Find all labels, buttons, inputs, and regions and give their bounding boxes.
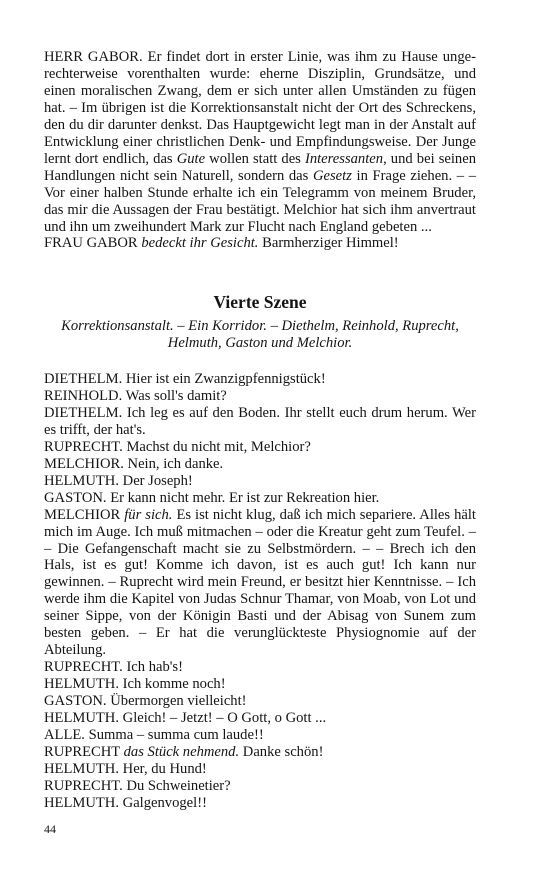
speech-text: Summa – summa cum laude!! — [84, 727, 264, 744]
speech-text: Nein, ich danke. — [123, 455, 224, 472]
speech-text: Er findet dort in erster Linie, was ihm zu Hause ungerechterweise vorenthalten wurde: eherne Disziplin, Grundsätze, und einen moralischen Zwang, dem er sich unter allen Umständen zu fügen hat. – Im übrigen ist die Korrektionsanstalt nicht der Ort des Schreckens, den du dir darunter denkst. Das Hauptgewicht legt man in der Anstalt auf Entwicklung einer christlichen Denk- und Empfindungsweise. Der Junge lernt dort endlich, das — [44, 49, 476, 167]
speaker-name: HERR GABOR. — [44, 49, 143, 65]
speaker-name: HELMUTH. — [44, 710, 119, 727]
emphasis: Gesetz — [312, 167, 352, 184]
dialogue-line — [44, 795, 476, 812]
speech-text: Was soll's damit? — [122, 387, 227, 404]
speech-text: Galgenvogel!! — [119, 794, 207, 811]
stage-direction-inline: bedeckt ihr Gesicht. — [141, 235, 259, 252]
speech-text: Du Schweinetier? — [122, 777, 231, 794]
speaker-name: RUPRECHT. — [44, 438, 123, 455]
speaker-name: GASTON. — [44, 489, 107, 506]
dialogue-line — [44, 473, 476, 490]
speech-text: Übermorgen vielleicht! — [106, 693, 247, 710]
dialogue-line — [44, 490, 476, 507]
speaker-name: ALLE. — [44, 727, 85, 744]
dialogue-line — [44, 371, 476, 388]
speech-text: Ich komme noch! — [119, 676, 226, 693]
scene-heading: Vierte Szene — [213, 292, 307, 312]
dialogue-line — [44, 388, 476, 405]
speaker-name: DIETHELM. — [44, 371, 123, 387]
speech-text: Barmherziger Himmel! — [258, 235, 399, 252]
scene-stage-direction — [44, 318, 476, 352]
speaker-name: MELCHIOR — [44, 506, 121, 523]
dialogue-line — [44, 710, 476, 727]
speech-text: in Frage ziehen. – – Vor einer halben Stunde erhalte ich ein Telegramm von meinem Bruder, das mir die Aussagen der Frau bestätigt. Melchior hat sich ihm anvertraut und ihn um zweihundert Mark zur Flucht nach England gebeten ... — [44, 167, 477, 235]
speaker-name: GASTON. — [44, 693, 107, 710]
stage-direction-inline: für sich. — [124, 506, 173, 523]
speech-text: , und bei seinen Handlungen nicht sein Naturell, sondern das — [44, 150, 477, 184]
dialogue-line — [44, 693, 476, 710]
speaker-name: DIETHELM. — [44, 404, 123, 421]
speech-text: Gleich! – Jetzt! – O Gott, o Gott ... — [119, 710, 327, 727]
stage-direction-line: Korrektionsanstalt. – Ein Korridor. – Diethelm, Reinhold, Ruprecht, — [61, 318, 459, 334]
speech-text: Hier ist ein Zwanzigpfennigstück! — [122, 371, 326, 387]
page-number: 44 — [44, 822, 56, 836]
dialogue-line — [44, 659, 476, 676]
speaker-name: HELMUTH. — [44, 676, 119, 693]
speaker-name: MELCHIOR. — [44, 455, 124, 472]
speech-text: Ich leg es auf den Boden. Ihr stellt euch drum herum. Wer es trifft, der hat's. — [44, 404, 476, 438]
dialogue-line — [44, 778, 476, 795]
dialogue-line — [44, 761, 476, 778]
speaker-name: RUPRECHT. — [44, 659, 123, 676]
speech-frau-gabor — [44, 235, 476, 252]
speaker-name: RUPRECHT — [44, 743, 120, 760]
speaker-name: HELMUTH. — [44, 760, 119, 777]
speech-text: Ich hab's! — [122, 659, 183, 676]
speech-text: Danke schön! — [239, 743, 324, 760]
speech-text: wollen statt des — [205, 150, 305, 167]
speech-text: Machst du nicht mit, Melchior? — [122, 438, 311, 455]
dialogue-line — [44, 744, 476, 761]
speaker-name: HELMUTH. — [44, 794, 119, 811]
dialogue-line — [44, 439, 476, 456]
dialogue-line — [44, 405, 476, 439]
dialogue-line — [44, 727, 476, 744]
dialogue-list — [44, 371, 476, 812]
speaker-name: REINHOLD. — [44, 387, 123, 404]
speaker-name: RUPRECHT. — [44, 777, 123, 794]
speech-text: Her, du Hund! — [119, 760, 207, 777]
dialogue-line — [44, 456, 476, 473]
speech-text: Er kann nicht mehr. Er ist zur Rekreation hier. — [106, 489, 380, 506]
stage-direction-inline: das Stück nehmend. — [123, 743, 240, 760]
dialogue-line — [44, 676, 476, 693]
emphasis: Interessanten — [304, 150, 384, 167]
speaker-name: FRAU GABOR — [44, 235, 138, 252]
speech-text: Der Joseph! — [119, 472, 193, 489]
speaker-name: HELMUTH. — [44, 472, 119, 489]
emphasis: Gute — [176, 150, 206, 167]
speech-text: Es ist nicht klug, daß ich mich separiere. Alles hält mich im Auge. Ich muß mitmachen – oder die Kreatur geht zum Teufel. – – Die Gefangenschaft macht sie zu Selbstmördern. – – Brech ich den Hals, ist es gut! Komme ich davon, ist es auch gut! Ich kann nur gewinnen. – Ruprecht wird mein Freund, er besitzt hier Kenntnisse. – Ich werde ihm die Kapitel von Judas Schnur Thamar, von Moab, von Lot und seiner Sippe, von der Königin Basti und der Abisag von Sunem zum besten geben. – Er hat die verunglückteste Physiognomie auf der Abteilung. — [44, 506, 476, 659]
stage-direction-line: Helmuth, Gaston und Melchior. — [167, 335, 353, 352]
speech-herr-gabor — [44, 49, 476, 235]
dialogue-line — [44, 507, 476, 660]
intro-passage — [44, 49, 476, 252]
